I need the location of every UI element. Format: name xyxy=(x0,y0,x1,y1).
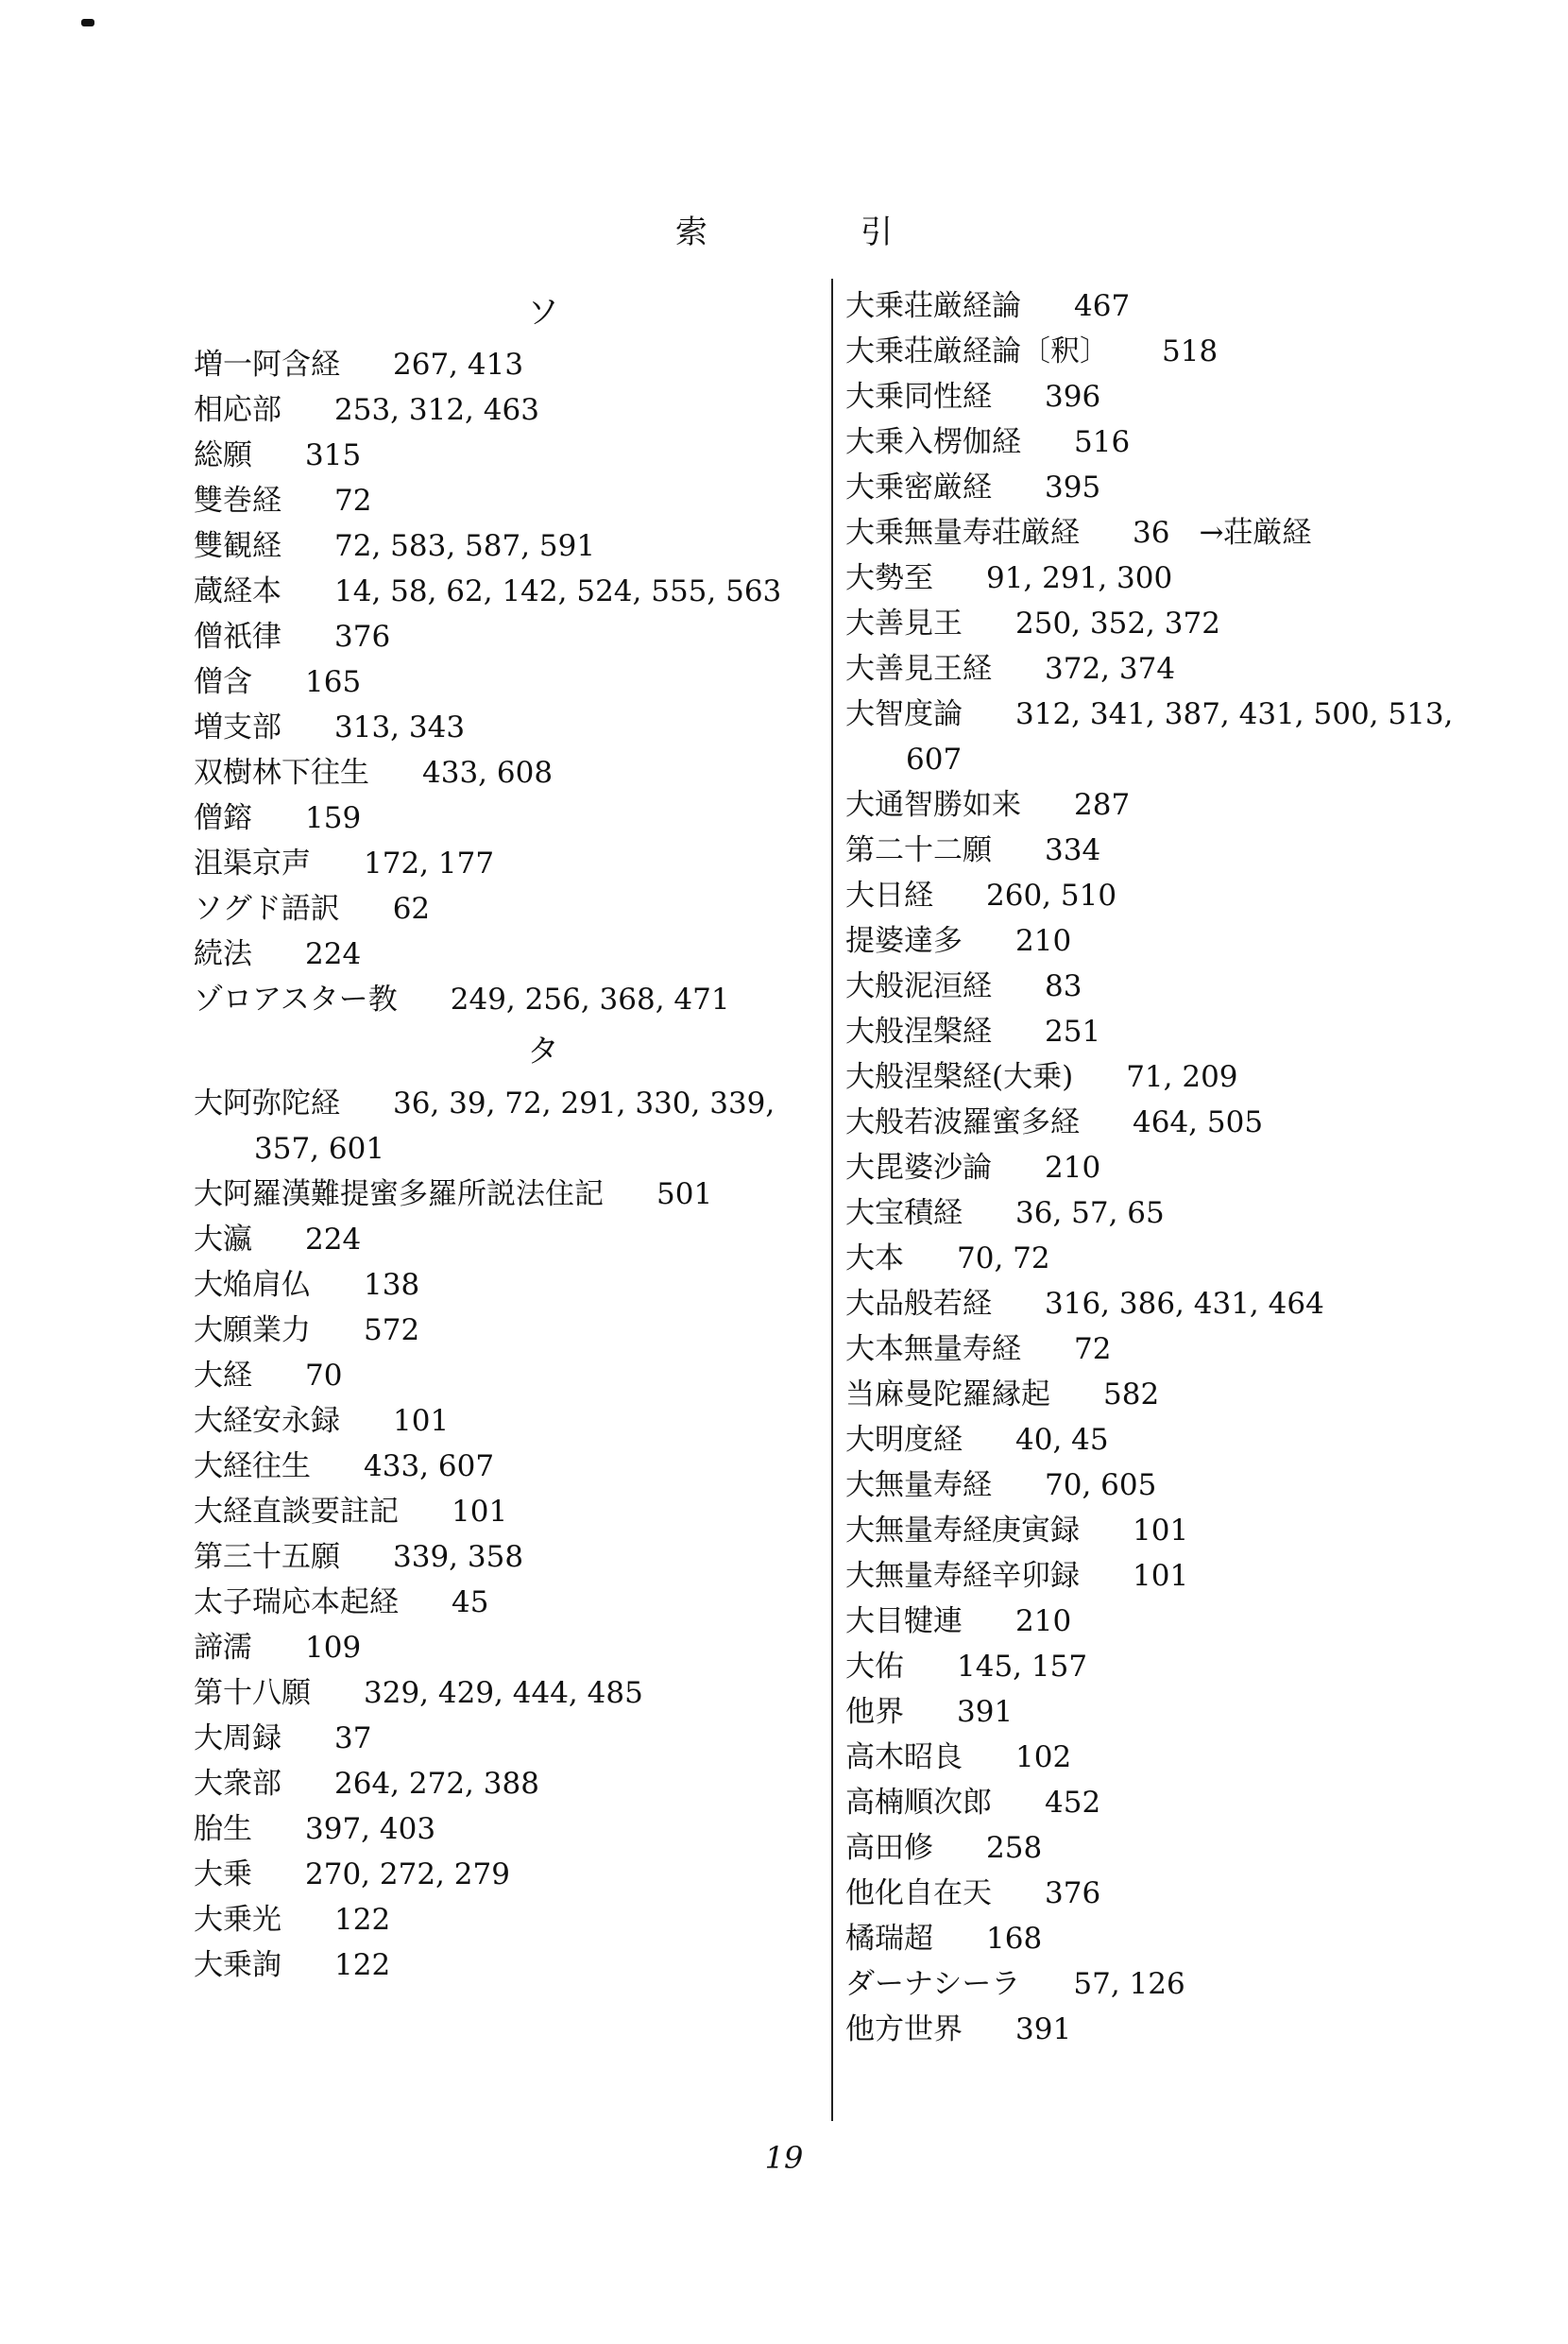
index-term: 大無量寿経辛卯録 xyxy=(845,1559,1080,1593)
index-pages: 145, 157 xyxy=(957,1650,1088,1684)
index-term: 大乗無量寿荘厳経 xyxy=(845,516,1080,550)
index-term: 大般若波羅蜜多経 xyxy=(845,1105,1080,1139)
index-term: 高田修 xyxy=(845,1831,933,1865)
index-entry xyxy=(845,1281,1507,1326)
index-entry xyxy=(194,342,808,387)
index-entry xyxy=(845,1372,1507,1417)
index-entry xyxy=(845,2007,1507,2052)
index-pages: 14, 58, 62, 142, 524, 555, 563 xyxy=(334,574,782,608)
index-entry xyxy=(194,659,808,705)
index-entry xyxy=(194,1353,808,1398)
index-entry xyxy=(845,782,1507,828)
index-pages: 433, 608 xyxy=(422,756,554,790)
index-term: 増支部 xyxy=(194,710,281,744)
index-term: 増一阿含経 xyxy=(194,348,340,382)
right-column xyxy=(845,283,1507,2052)
index-pages: 83 xyxy=(1045,969,1082,1003)
index-entry xyxy=(194,1942,808,1988)
index-term: 大乗密厳経 xyxy=(845,471,992,505)
index-entry xyxy=(845,465,1507,510)
index-entry xyxy=(845,283,1507,329)
index-pages: 433, 607 xyxy=(364,1449,495,1483)
index-pages: 159 xyxy=(305,801,362,835)
index-term: 大経安永録 xyxy=(194,1404,340,1438)
index-pages: 224 xyxy=(305,1223,362,1257)
index-entry xyxy=(845,1553,1507,1599)
index-pages: 464, 505 xyxy=(1133,1105,1264,1139)
index-term: 第十八願 xyxy=(194,1676,311,1710)
index-entry xyxy=(845,828,1507,873)
index-term: 大般涅槃経 xyxy=(845,1015,992,1049)
index-entry xyxy=(194,1489,808,1534)
index-term: 大般涅槃経(大乗) xyxy=(845,1060,1074,1094)
index-entry xyxy=(194,614,808,659)
index-pages: 395 xyxy=(1045,471,1101,505)
index-entry xyxy=(194,1398,808,1444)
index-pages: 339, 358 xyxy=(393,1540,524,1574)
index-term: 大経 xyxy=(194,1359,252,1393)
index-term: 高楠順次郎 xyxy=(845,1786,992,1820)
index-term: 続法 xyxy=(194,937,252,971)
index-pages: 210 xyxy=(1015,924,1072,958)
index-pages: 376 xyxy=(1045,1876,1101,1910)
index-entry xyxy=(845,1326,1507,1372)
page-title: 索 引 xyxy=(675,214,953,251)
index-entry xyxy=(194,433,808,478)
index-pages: 109 xyxy=(305,1631,362,1665)
index-term: 大善見王経 xyxy=(845,652,992,686)
index-entry xyxy=(194,387,808,433)
index-entry xyxy=(194,932,808,977)
index-pages: 267, 413 xyxy=(393,348,524,382)
index-term: 大本無量寿経 xyxy=(845,1332,1021,1366)
index-entry xyxy=(845,1961,1507,2007)
index-term: 双樹林下往生 xyxy=(194,756,369,790)
index-entry xyxy=(194,705,808,750)
index-entry xyxy=(845,329,1507,374)
index-term: 大佑 xyxy=(845,1650,904,1684)
index-term: 沮渠京声 xyxy=(194,847,311,881)
index-entry xyxy=(845,510,1507,556)
index-pages: 329, 429, 444, 485 xyxy=(364,1676,643,1710)
index-pages: 397, 403 xyxy=(305,1812,436,1846)
index-entry xyxy=(845,601,1507,646)
index-pages: 582 xyxy=(1103,1377,1160,1412)
index-entry xyxy=(194,1625,808,1670)
index-term: 大般泥洹経 xyxy=(845,969,992,1003)
index-entry xyxy=(845,1508,1507,1553)
index-entry xyxy=(845,964,1507,1009)
index-term: 大焔肩仏 xyxy=(194,1268,311,1302)
index-pages: 501 xyxy=(656,1177,713,1211)
index-term: 大乗同性経 xyxy=(845,380,992,414)
index-entry xyxy=(845,1916,1507,1961)
index-pages-continued: 357, 601 xyxy=(254,1132,385,1166)
index-entry xyxy=(194,1897,808,1942)
index-entry xyxy=(194,1217,808,1262)
index-entry xyxy=(845,1735,1507,1780)
index-term: 大通智勝如来 xyxy=(845,788,1021,822)
index-entry xyxy=(845,646,1507,692)
index-pages: 372, 374 xyxy=(1045,652,1176,686)
index-pages: 168 xyxy=(986,1922,1043,1956)
index-entry xyxy=(194,1534,808,1580)
index-pages: 72 xyxy=(1074,1332,1112,1366)
index-pages: 253, 312, 463 xyxy=(334,393,539,427)
index-entry xyxy=(845,556,1507,601)
index-pages: 101 xyxy=(1133,1514,1189,1548)
index-pages: 224 xyxy=(305,937,362,971)
index-pages: 102 xyxy=(1015,1740,1072,1774)
index-pages: 210 xyxy=(1015,1604,1072,1638)
index-pages: 452 xyxy=(1045,1786,1101,1820)
index-term: 雙巻経 xyxy=(194,484,281,518)
index-term: 大乗光 xyxy=(194,1903,281,1937)
index-entry xyxy=(845,1054,1507,1100)
index-term: 諦濡 xyxy=(194,1631,252,1665)
index-pages: 70 xyxy=(305,1359,343,1393)
index-entry xyxy=(194,1444,808,1489)
index-term: 大瀛 xyxy=(194,1223,252,1257)
index-term: 大乗詢 xyxy=(194,1948,281,1982)
index-term: 他界 xyxy=(845,1695,904,1729)
index-term: 大経往生 xyxy=(194,1449,311,1483)
page-number: 19 xyxy=(764,2140,804,2176)
index-term: 第三十五願 xyxy=(194,1540,340,1574)
index-pages-continued: 607 xyxy=(906,743,963,777)
index-entry xyxy=(845,1463,1507,1508)
index-pages: 172, 177 xyxy=(364,847,495,881)
index-term: 大善見王 xyxy=(845,607,963,641)
index-term: 大乗荘厳経論 xyxy=(845,289,1021,323)
index-term: 当麻曼陀羅縁起 xyxy=(845,1377,1050,1412)
index-entry xyxy=(194,750,808,796)
index-term: 蔵経本 xyxy=(194,574,281,608)
index-term: 大経直談要註記 xyxy=(194,1495,399,1529)
index-pages: 391 xyxy=(1015,2012,1072,2046)
index-entry xyxy=(845,419,1507,465)
index-term: 僧鎔 xyxy=(194,801,252,835)
column-divider xyxy=(831,279,833,2121)
index-entry xyxy=(194,977,808,1022)
index-term: 大乗荘厳経論〔釈〕 xyxy=(845,334,1109,368)
index-entry xyxy=(194,523,808,569)
index-term: ゾロアスター教 xyxy=(194,983,398,1017)
index-pages: 251 xyxy=(1045,1015,1101,1049)
section-heading: タ xyxy=(527,1033,559,1070)
index-term: 高木昭良 xyxy=(845,1740,963,1774)
index-term: 僧含 xyxy=(194,665,252,699)
index-entry xyxy=(845,1871,1507,1916)
index-pages: 71, 209 xyxy=(1126,1060,1238,1094)
index-pages: 138 xyxy=(364,1268,420,1302)
index-pages: 260, 510 xyxy=(986,879,1117,913)
index-pages: 40, 45 xyxy=(1015,1423,1109,1457)
index-pages: 70, 72 xyxy=(957,1241,1050,1275)
index-term: 大周録 xyxy=(194,1721,281,1755)
index-entry xyxy=(194,1580,808,1625)
index-term: 相応部 xyxy=(194,393,281,427)
index-pages: 72, 583, 587, 591 xyxy=(334,529,596,563)
index-pages: 70, 605 xyxy=(1045,1468,1157,1502)
index-term: 大衆部 xyxy=(194,1767,281,1801)
index-term: 大乗入楞伽経 xyxy=(845,425,1021,459)
index-entry xyxy=(194,1262,808,1308)
index-entry xyxy=(194,1852,808,1897)
index-term: 大明度経 xyxy=(845,1423,963,1457)
index-entry xyxy=(845,1100,1507,1145)
index-entry xyxy=(845,1190,1507,1236)
index-pages: 91, 291, 300 xyxy=(986,561,1173,595)
index-pages: 122 xyxy=(334,1903,391,1937)
index-pages: 101 xyxy=(393,1404,450,1438)
index-entry xyxy=(194,1308,808,1353)
index-term: 僧祇律 xyxy=(194,620,281,654)
index-term: 大目犍連 xyxy=(845,1604,963,1638)
index-term: ダーナシーラ xyxy=(845,1967,1021,2001)
index-entry xyxy=(845,1236,1507,1281)
index-pages: 376 xyxy=(334,620,391,654)
index-term: 大阿弥陀経 xyxy=(194,1086,340,1121)
index-term: 他化自在天 xyxy=(845,1876,992,1910)
index-pages: 467 xyxy=(1074,289,1131,323)
index-pages: 396 xyxy=(1045,380,1101,414)
index-term: ソグド語訳 xyxy=(194,892,340,926)
index-term: 大毘婆沙論 xyxy=(845,1151,992,1185)
index-entry xyxy=(194,1806,808,1852)
index-entry xyxy=(194,1172,808,1217)
index-entry xyxy=(194,569,808,614)
index-entry xyxy=(194,1081,808,1172)
index-pages: 312, 341, 387, 431, 500, 513, xyxy=(1015,697,1454,731)
index-pages: 62 xyxy=(392,892,431,926)
index-pages: 518 xyxy=(1162,334,1219,368)
index-entry xyxy=(845,1145,1507,1190)
index-entry xyxy=(194,796,808,841)
index-term: 大願業力 xyxy=(194,1313,311,1347)
index-entry xyxy=(194,1761,808,1806)
index-term: 胎生 xyxy=(194,1812,252,1846)
index-pages: 57, 126 xyxy=(1073,1967,1185,2001)
index-entry xyxy=(845,1825,1507,1871)
index-term: 大乗 xyxy=(194,1857,252,1891)
index-term: 大宝積経 xyxy=(845,1196,963,1230)
index-entry xyxy=(845,1599,1507,1644)
index-entry xyxy=(194,1670,808,1716)
index-pages: 264, 272, 388 xyxy=(334,1767,539,1801)
index-pages: 122 xyxy=(334,1948,391,1982)
index-term: 提婆達多 xyxy=(845,924,963,958)
left-column xyxy=(194,283,808,1988)
index-pages: 391 xyxy=(957,1695,1014,1729)
index-pages: 315 xyxy=(305,438,362,472)
index-pages: 101 xyxy=(1133,1559,1189,1593)
index-term: 大勢至 xyxy=(845,561,933,595)
index-entry xyxy=(845,692,1507,782)
index-entry xyxy=(194,478,808,523)
index-pages: 45 xyxy=(452,1585,489,1619)
index-entry xyxy=(845,873,1507,918)
section-heading: ソ xyxy=(527,294,559,332)
index-entry xyxy=(845,918,1507,964)
index-pages: 101 xyxy=(452,1495,508,1529)
index-entry xyxy=(845,1780,1507,1825)
index-entry xyxy=(194,886,808,932)
index-entry xyxy=(845,374,1507,419)
index-term: 他方世界 xyxy=(845,2012,963,2046)
index-pages: 334 xyxy=(1045,833,1101,867)
index-pages: 210 xyxy=(1045,1151,1101,1185)
index-pages: 316, 386, 431, 464 xyxy=(1045,1287,1324,1321)
index-term: 大無量寿経庚寅録 xyxy=(845,1514,1080,1548)
index-pages: 258 xyxy=(986,1831,1043,1865)
index-pages: 572 xyxy=(364,1313,420,1347)
index-entry xyxy=(845,1009,1507,1054)
index-term: 大無量寿経 xyxy=(845,1468,992,1502)
index-term: 大阿羅漢難提蜜多羅所説法住記 xyxy=(194,1177,604,1211)
corner-mark xyxy=(81,19,94,26)
index-term: 第二十二願 xyxy=(845,833,992,867)
index-entry xyxy=(845,1417,1507,1463)
index-term: 大品般若経 xyxy=(845,1287,992,1321)
index-pages: 516 xyxy=(1074,425,1131,459)
index-pages: 72 xyxy=(334,484,372,518)
index-pages: 249, 256, 368, 471 xyxy=(450,983,730,1017)
index-entry xyxy=(194,841,808,886)
index-term: 橘瑞超 xyxy=(845,1922,933,1956)
index-pages: 36 →荘厳経 xyxy=(1133,516,1312,550)
index-entry xyxy=(845,1644,1507,1689)
index-pages: 287 xyxy=(1074,788,1131,822)
index-entry xyxy=(845,1689,1507,1735)
index-pages: 313, 343 xyxy=(334,710,466,744)
index-pages: 270, 272, 279 xyxy=(305,1857,510,1891)
index-pages: 37 xyxy=(334,1721,372,1755)
index-term: 総願 xyxy=(194,438,252,472)
index-term: 大智度論 xyxy=(845,697,963,731)
index-entry xyxy=(194,1716,808,1761)
index-pages: 165 xyxy=(305,665,362,699)
index-pages: 250, 352, 372 xyxy=(1015,607,1220,641)
index-pages: 36, 57, 65 xyxy=(1015,1196,1165,1230)
index-term: 雙観経 xyxy=(194,529,281,563)
index-term: 大本 xyxy=(845,1241,904,1275)
index-term: 太子瑞応本起経 xyxy=(194,1585,399,1619)
index-pages: 36, 39, 72, 291, 330, 339, xyxy=(393,1086,775,1121)
index-term: 大日経 xyxy=(845,879,933,913)
